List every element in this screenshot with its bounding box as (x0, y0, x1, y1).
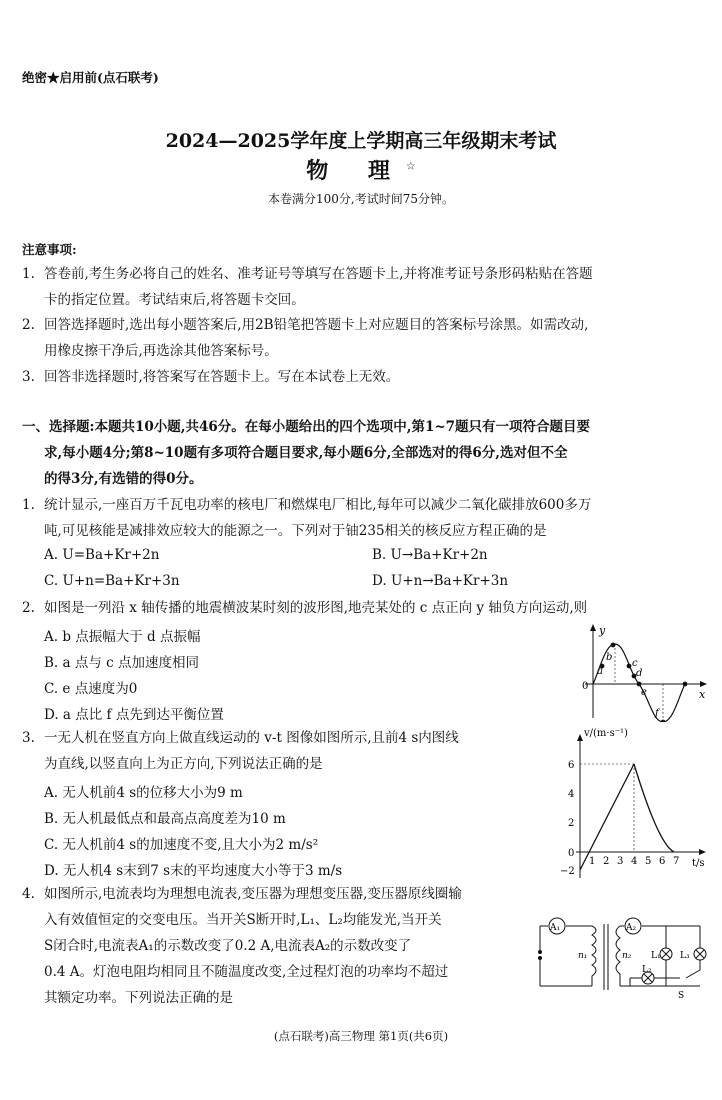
q1-option-b: B. U→Ba+Kr+2n (372, 547, 488, 563)
point-b (611, 643, 616, 648)
ytick-0: 0 (568, 848, 575, 859)
label-l1: L₁ (651, 951, 661, 961)
ytick-2: 2 (568, 818, 575, 829)
label-n1: n₁ (578, 951, 588, 961)
q3-option-b: B. 无人机最低点和最高点高度差为10 m (44, 811, 286, 827)
q4-stem-cont-2: S闭合时,电流表A₁的示数改变了0.2 A,电流表A₂的示数改变了 (44, 938, 412, 954)
fig-label-y: y (599, 624, 606, 637)
section1-line-1: 一、选择题:本题共10小题,共46分。在每小题给出的四个选项中,第1~7题只有一项符合题目要 (22, 419, 591, 435)
notice-item-2-cont: 用橡皮擦干净后,再选涂其他答案标号。 (44, 343, 278, 359)
q2-option-b: B. a 点与 c 点加速度相同 (44, 655, 199, 671)
q3-stem-cont: 为直线,以竖直向上为正方向,下列说法正确的是 (44, 756, 323, 772)
notice-item-1: 1. 答卷前,考生务必将自己的姓名、准考证号等填写在答题卡上,并将准考证号条形码粘贴在答题 (22, 266, 593, 282)
subject-title: 物 理☆ (306, 158, 416, 184)
secondary-coil (616, 926, 620, 986)
vt-xlabel: t/s (692, 858, 705, 869)
fig-label-c: c (632, 658, 638, 669)
point-e (637, 682, 642, 687)
ytick-6: 6 (568, 760, 575, 771)
section1-line-3: 的得3分,有选错的得0分。 (44, 471, 203, 487)
q1-option-a: A. U=Ba+Kr+2n (44, 547, 160, 563)
q2-option-a: A. b 点振幅大于 d 点振幅 (44, 629, 201, 645)
q1-stem: 1. 统计显示,一座百万千瓦电功率的核电厂和燃煤电厂相比,每年可以减少二氧化碳排放600多万 (22, 497, 592, 513)
xtick-1: 1 (589, 856, 596, 867)
label-a2: A₂ (626, 923, 637, 933)
x-axis-arrow (700, 681, 707, 687)
q2-option-c: C. e 点速度为0 (44, 681, 138, 697)
point-c (627, 664, 632, 669)
q1-option-c: C. U+n=Ba+Kr+3n (44, 573, 180, 589)
page-footer: (点石联考)高三物理 第1页(共6页) (273, 1029, 449, 1043)
fig-label-x: x (699, 688, 706, 701)
vt-line (580, 764, 634, 870)
label-a1: A₁ (550, 923, 561, 933)
fig-label-f: f (655, 708, 659, 719)
q1-option-d: D. U+n→Ba+Kr+3n (372, 573, 509, 589)
primary-coil (592, 926, 596, 986)
q4-stem-cont-1: 入有效值恒定的交变电压。当开关S断开时,L₁、L₂均能发光,当开关 (44, 912, 442, 928)
page-title: 2024—2025学年度上学期高三年级期末考试 (165, 130, 557, 152)
xtick-6: 6 (659, 856, 666, 867)
q2-stem: 2. 如图是一列沿 x 轴传播的地震横波某时刻的波形图,地壳某处的 c 点正向 y 轴负方向运动,则 (22, 600, 588, 616)
point-end (683, 682, 688, 687)
vt-ylabel: v/(m·s⁻¹) (584, 728, 628, 739)
q3-stem: 3. 一无人机在竖直方向上做直线运动的 v-t 图像如图所示,且前4 s内图线 (22, 730, 459, 746)
q4-circuit-figure (530, 910, 710, 1000)
y-axis-arrow (590, 624, 596, 631)
notice-item-2: 2. 回答选择题时,选出每小题答案后,用2B铅笔把答题卡上对应题目的答案标号涂黑。如需改动, (22, 317, 589, 333)
xtick-5: 5 (645, 856, 652, 867)
q4-stem-cont-4: 其额定功率。下列说法正确的是 (44, 990, 233, 1006)
label-n2: n₂ (622, 951, 632, 961)
confidential-label: 绝密★启用前(点石联考) (22, 70, 159, 85)
label-s: S (678, 991, 685, 1000)
fig-label-origin: 0 (582, 681, 589, 692)
q2-wave-figure (575, 622, 710, 722)
q3-option-c: C. 无人机前4 s的加速度不变,且大小为2 m/s² (44, 837, 319, 853)
fig-label-a: a (597, 666, 603, 677)
notice-item-1-cont: 卡的指定位置。考试结束后,将答题卡交回。 (44, 292, 305, 308)
fig-label-b: b (606, 652, 613, 663)
xtick-4: 4 (631, 856, 638, 867)
xtick-2: 2 (603, 856, 610, 867)
q4-stem: 4. 如图所示,电流表均为理想电流表,变压器为理想变压器,变压器原线圈输 (22, 886, 462, 902)
ytick-4: 4 (568, 789, 575, 800)
fig-label-e: e (641, 687, 647, 698)
q2-option-d: D. a 点比 f 点先到达平衡位置 (44, 707, 224, 723)
xtick-7: 7 (673, 856, 680, 867)
q4-stem-cont-3: 0.4 A。灯泡电阻均相同且不随温度改变,全过程灯泡的功率均不超过 (44, 964, 449, 980)
label-l3: L₃ (680, 951, 690, 961)
section1-line-2: 求,每小题4分;第8~10题有多项符合题目要求,每小题6分,全部选对的得6分,选对但不全 (44, 445, 568, 461)
q3-option-d: D. 无人机4 s末到7 s末的平均速度大小等于3 m/s (44, 863, 343, 879)
xtick-3: 3 (617, 856, 624, 867)
point-f (661, 720, 666, 722)
exam-meta: 本卷满分100分,考试时间75分钟。 (268, 192, 454, 206)
label-l2: L₂ (642, 965, 652, 975)
switch-s (686, 970, 700, 978)
notice-item-3: 3. 回答非选择题时,将答案写在答题卡上。写在本试卷上无效。 (22, 369, 400, 385)
fig-label-d: d (636, 668, 643, 679)
notice-heading: 注意事项: (22, 242, 77, 257)
ytick-neg2: −2 (560, 866, 575, 877)
q1-stem-cont: 吨,可见核能是减排效应较大的能源之一。下列对于铀235相关的核反应方程正确的是 (44, 523, 547, 539)
q3-option-a: A. 无人机前4 s的位移大小为9 m (44, 785, 243, 801)
q3-vt-figure (556, 728, 714, 880)
vt-curve (634, 764, 674, 852)
